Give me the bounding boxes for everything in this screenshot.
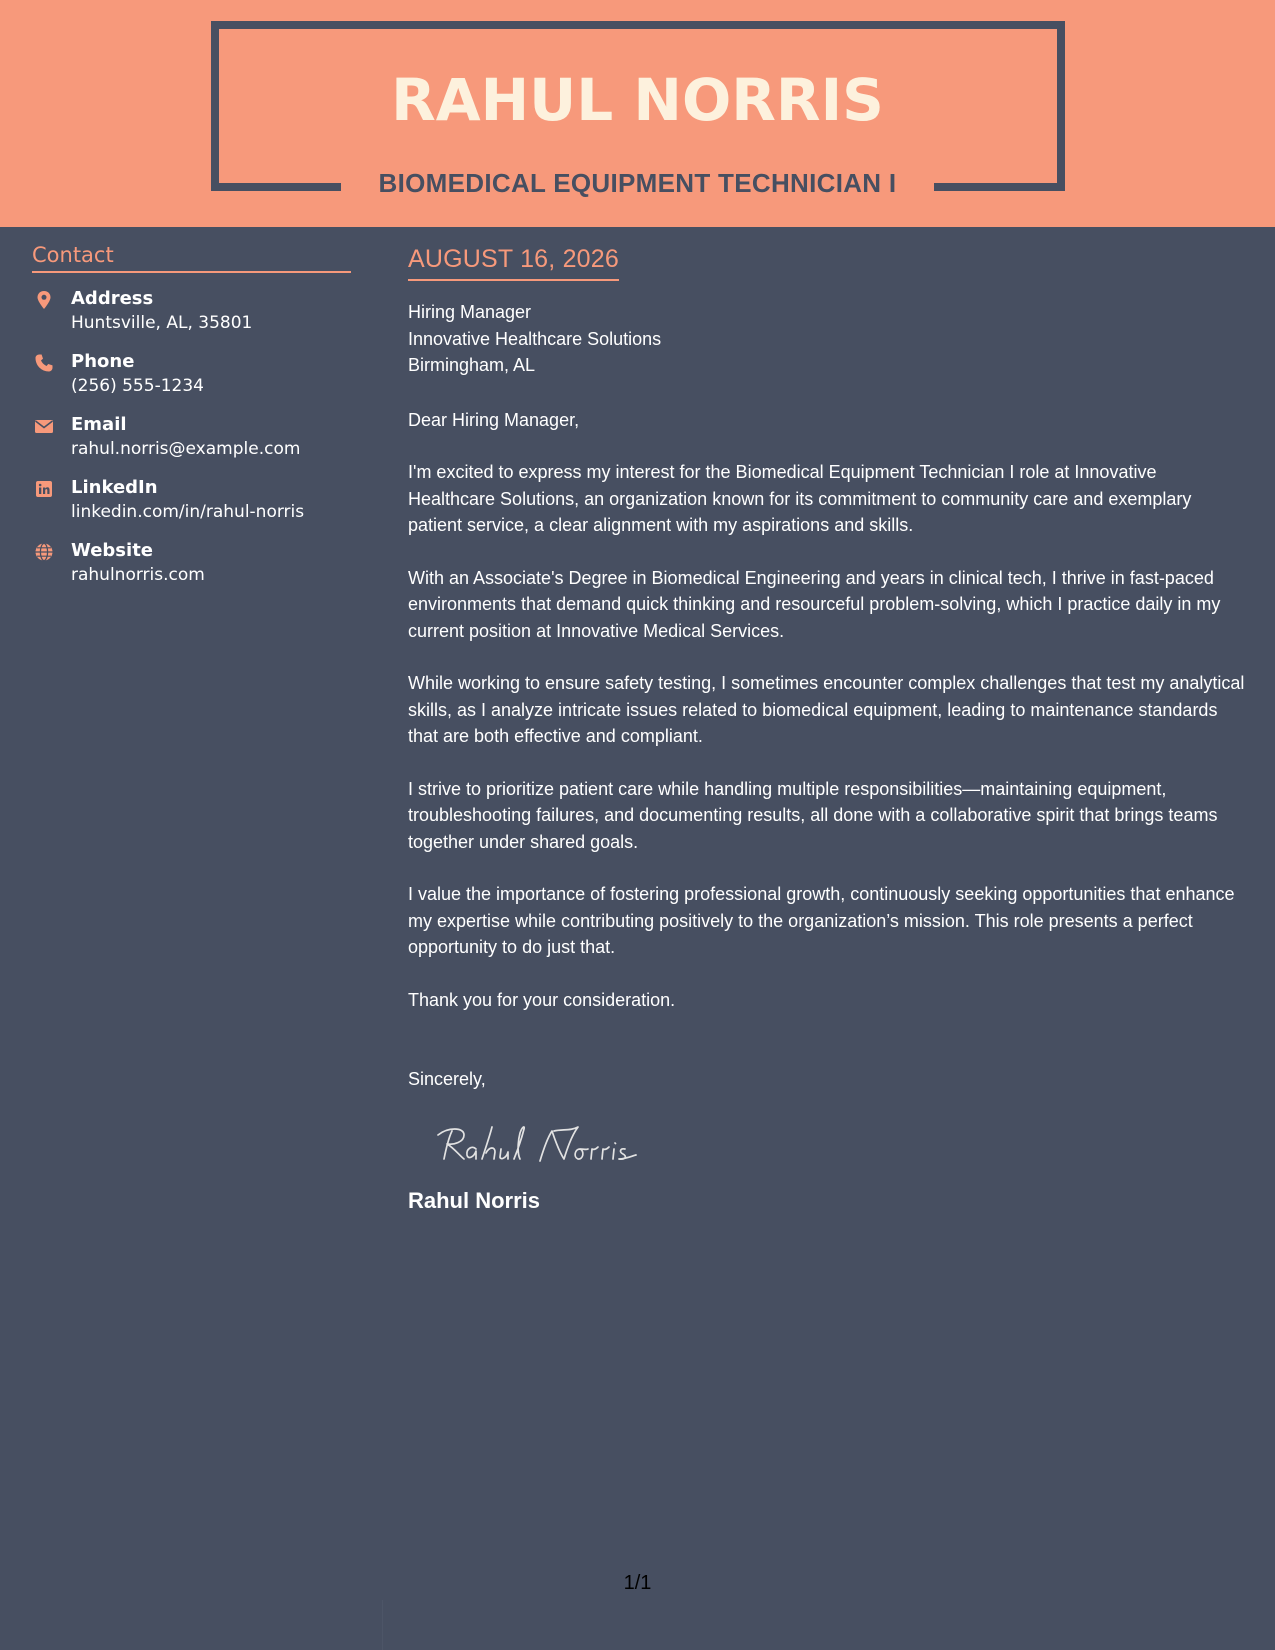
- contact-item-address: [32, 286, 351, 349]
- contact-label-address: Address: [71, 288, 154, 309]
- contact-value-phone: (256) 555-1234: [71, 376, 204, 396]
- contact-label-website: Website: [71, 540, 154, 561]
- job-title-wrap: [0, 160, 1275, 206]
- salutation: Dear Hiring Manager,: [408, 409, 580, 430]
- recipient-name: Hiring Manager: [408, 302, 532, 322]
- contact-item-linkedin: [32, 475, 351, 538]
- contact-item-email: [32, 412, 351, 475]
- map-pin-icon: [34, 290, 54, 310]
- letter-paragraph: Thank you for your consideration.: [408, 989, 676, 1010]
- job-title: BIOMEDICAL EQUIPMENT TECHNICIAN I: [341, 160, 935, 206]
- column-divider: [382, 1600, 383, 1650]
- contact-value-website: rahulnorris.com: [71, 565, 205, 585]
- letter-date: AUGUST 16, 2026: [408, 242, 619, 281]
- contact-label-phone: Phone: [71, 351, 135, 372]
- letter-paragraph: With an Associate's Degree in Biomedical Engineering and years in clinical tech, I thrive in fast-paced environments that demand quick thinking and resourceful problem-solving, which I practice daily in my current position at Innovative Medical Services.: [408, 567, 1221, 641]
- cover-letter-body: [408, 242, 1248, 1216]
- recipient-location: Birmingham, AL: [408, 355, 536, 375]
- signer-name: Rahul Norris: [408, 1187, 541, 1213]
- globe-icon: [34, 542, 54, 562]
- linkedin-icon: [34, 479, 54, 499]
- contact-label-email: Email: [71, 414, 127, 435]
- page-number: 1/1: [623, 1572, 652, 1594]
- letter-paragraph: While working to ensure safety testing, I sometimes encounter complex challenges that test my analytical skills, as I analyze intricate issues related to biomedical equipment, leading to maintenance standards that are both effective and compliant.: [408, 673, 1245, 746]
- contact-value-address: Huntsville, AL, 35801: [71, 313, 253, 333]
- letter-paragraph: I strive to prioritize patient care while handling multiple responsibilities—maintaining equipment, troubleshooting failures, and documenting results, all done with a collaborative spirit that brings teams together under shared goals.: [408, 778, 1218, 852]
- recipient-block: [408, 299, 1248, 379]
- letter-paragraph: I'm excited to express my interest for the Biomedical Equipment Technician I role at Innovative Healthcare Solutions, an organization known for its commitment to community care and exemplary patient service, a clear alignment with my aspirations and skills.: [408, 462, 1192, 535]
- phone-icon: [34, 353, 54, 373]
- closing: Sincerely,: [408, 1069, 486, 1089]
- contact-label-linkedin: LinkedIn: [71, 477, 158, 498]
- candidate-name: RAHUL NORRIS: [391, 66, 884, 134]
- contact-heading: Contact: [32, 240, 351, 273]
- contact-item-website: [32, 538, 351, 601]
- contact-sidebar: [32, 240, 351, 601]
- letter-paragraph: I value the importance of fostering professional growth, continuously seeking opportunities that enhance my expertise while contributing positively to the organization’s mission. This role presents a perfect opportunity to do just that.: [408, 884, 1235, 957]
- handwritten-signature: [430, 1119, 670, 1171]
- envelope-icon: [34, 416, 54, 436]
- contact-value-email: rahul.norris@example.com: [71, 439, 301, 459]
- header-banner: [0, 0, 1275, 227]
- contact-item-phone: [32, 349, 351, 412]
- contact-value-linkedin: linkedin.com/in/rahul-norris: [71, 502, 305, 522]
- recipient-company: Innovative Healthcare Solutions: [408, 328, 662, 349]
